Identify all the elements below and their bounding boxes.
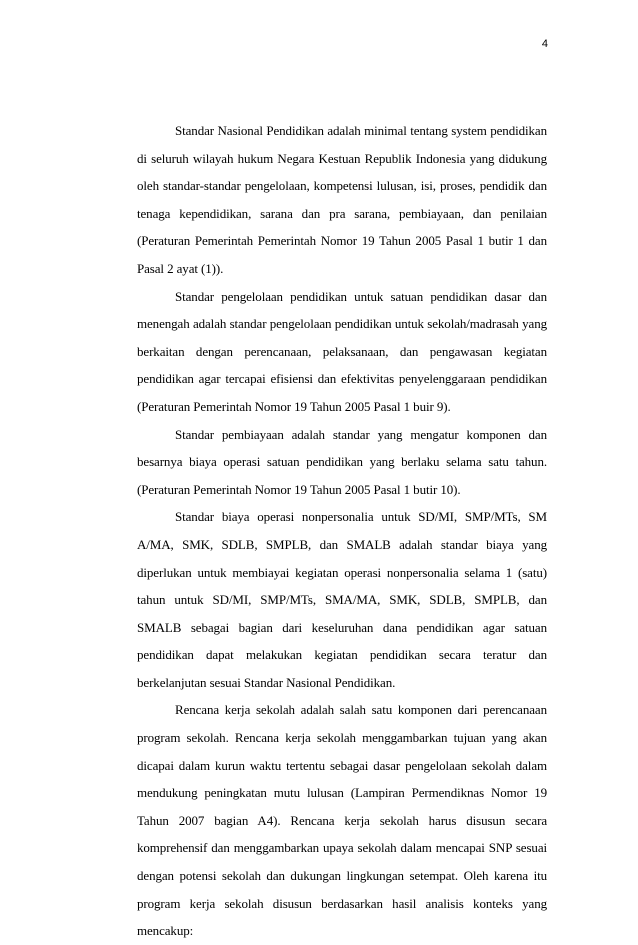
paragraph-standar-pengelolaan: Standar pengelolaan pendidikan untuk satuan pendidikan dasar dan menengah adalah standar pengelolaan pendidikan untuk sekolah/madrasah yang berkaitan dengan perencanaan, pelaksanaan, dan pengawasan kegiatan pendidikan agar tercapai efisiensi dan efektivitas penyelenggaraan pendidikan (Peraturan Pemerintah Nomor 19 Tahun 2005 Pasal 1 buir 9). [137, 288, 547, 414]
paragraph-rencana-kerja: Rencana kerja sekolah adalah salah satu komponen dari perencanaan program sekolah. Rencana kerja sekolah menggambarkan tujuan yang akan dicapai dalam kurun waktu tertentu sebagai dasar pengelolaan sekolah dalam mendukung peningkatan mutu lulusan (Lampiran Permendiknas Nomor 19 Tahun 2007 bagian A4). Rencana kerja sekolah harus disusun secara komprehensif dan menggambarkan upaya sekolah dalam mencapai SNP sesuai dengan potensi sekolah dan dukungan lingkungan setempat. Oleh karena itu program kerja sekolah disusun berdasarkan hasil analisis konteks yang mencakup: [137, 702, 547, 939]
paragraph-standar-pembiayaan: Standar pembiayaan adalah standar yang mengatur komponen dan besarnya biaya operasi satuan pendidikan yang berlaku selama satu tahun. (Peraturan Pemerintah Nomor 19 Tahun 2005 Pasal 1 butir 10). [137, 426, 547, 497]
paragraph-standar-nasional: Standar Nasional Pendidikan adalah minimal tentang system pendidikan di seluruh wilayah hukum Negara Kestuan Republik Indonesia yang didukung oleh standar-standar pengelolaan, kompetensi lulusan, isi, proses, pendidik dan tenaga kependidikan, sarana dan pra sarana, pembiayaan, dan penilaian (Peraturan Pemerintah Pemerintah Nomor 19 Tahun 2005 Pasal 1 butir 1 dan Pasal 2 ayat (1)). [137, 123, 547, 276]
paragraph-standar-biaya-operasi: Standar biaya operasi nonpersonalia untuk SD/MI, SMP/MTs, SM A/MA, SMK, SDLB, SMPLB, dan SMALB adalah standar biaya yang diperlukan untuk membiayai kegiatan operasi nonpersonalia selama 1 (satu) tahun untuk SD/MI, SMP/MTs, SMA/MA, SMK, SDLB, SMPLB, dan SMALB sebagai bagian dari keseluruhan dana pendidikan agar satuan pendidikan dapat melakukan kegiatan pendidikan secara teratur dan berkelanjutan sesuai Standar Nasional Pendidikan. [137, 509, 547, 690]
body-text [137, 117, 547, 945]
page-number: 4 [541, 38, 548, 50]
